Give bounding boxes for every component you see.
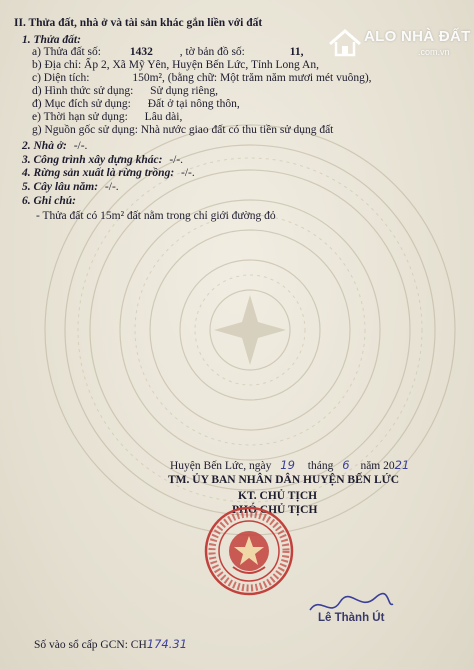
land-parcel-line xyxy=(32,46,304,58)
land-origin: g) Nguồn gốc sử dụng: Nhà nước giao đất có thu tiền sử dụng đất xyxy=(32,124,334,136)
red-official-seal xyxy=(203,505,295,597)
land-purpose-line xyxy=(32,98,240,110)
signer-name: Lê Thành Út xyxy=(318,612,385,624)
land-area-line xyxy=(32,72,372,84)
watermark-brand: ALO NHÀ ĐẤT xyxy=(364,28,471,45)
house-value: -/-. xyxy=(73,140,88,152)
date-line xyxy=(170,458,409,472)
date-day: 19 xyxy=(280,458,295,472)
construction-heading: 3. Công trình xây dựng khác: xyxy=(22,154,163,166)
term-value: Lâu dài, xyxy=(144,111,183,123)
parcel-number: 1432 xyxy=(129,46,153,58)
notes-heading: 6. Ghi chú: xyxy=(22,195,76,207)
watermark-domain: .com.vn xyxy=(418,47,450,57)
house-roof-icon xyxy=(328,28,362,58)
section-title: II. Thửa đất, nhà ở và tài sản khác gắn liền với đất xyxy=(14,17,263,29)
date-month-label: tháng xyxy=(307,460,334,472)
perennial-heading: 5. Cây lâu năm: xyxy=(22,181,99,193)
map-number: 11, xyxy=(289,46,304,58)
alonhadat-watermark xyxy=(326,20,471,80)
usage-form-label: d) Hình thức sử dụng: xyxy=(32,85,134,97)
land-usage-form-line xyxy=(32,85,218,97)
house-heading: 2. Nhà ở: xyxy=(22,140,67,152)
date-year-suffix: 21 xyxy=(394,458,410,472)
authority: TM. ỦY BAN NHÂN DÂN HUYỆN BẾN LỨC xyxy=(168,474,400,486)
purpose-label: đ) Mục đích sử dụng: xyxy=(32,98,131,110)
notes-item: - Thửa đất có 15m² đất nằm trong chỉ giới đường đỏ xyxy=(36,210,276,222)
construction-value: -/-. xyxy=(169,154,184,166)
perennial-value: -/-. xyxy=(104,181,119,193)
forest-heading: 4. Rừng sản xuất là rừng trồng: xyxy=(22,167,175,179)
registry-label: Số vào sổ cấp GCN: CH xyxy=(34,639,147,651)
land-address: b) Địa chỉ: Ấp 2, Xã Mỹ Yên, Huyện Bến Lức, Tỉnh Long An, xyxy=(32,59,319,71)
date-year-label: năm 20 xyxy=(360,460,395,472)
date-month: 6 xyxy=(342,458,350,472)
parcel-label: a) Thửa đất số: xyxy=(32,46,101,58)
land-term-line xyxy=(32,111,182,123)
forest-line xyxy=(22,167,195,179)
usage-form-value: Sử dụng riêng, xyxy=(150,85,219,97)
construction-line xyxy=(22,154,183,166)
purpose-value: Đất ở tại nông thôn, xyxy=(147,98,240,110)
term-label: e) Thời hạn sử dụng: xyxy=(32,111,128,123)
on-behalf: KT. CHỦ TỊCH xyxy=(238,490,318,502)
house-line xyxy=(22,140,87,152)
forest-value: -/-. xyxy=(181,167,195,179)
registry-number: 174.31 xyxy=(146,637,188,651)
registry-line xyxy=(34,637,187,651)
role: PHÓ CHỦ TỊCH xyxy=(232,504,318,516)
date-place: Huyện Bến Lức, ngày xyxy=(170,460,272,472)
area-value: 150m², (bằng chữ: Một trăm năm mươi mét vuông), xyxy=(132,72,372,84)
land-heading: 1. Thửa đất: xyxy=(22,34,81,46)
map-label: , tờ bản đồ số: xyxy=(179,46,245,58)
perennial-line xyxy=(22,181,119,193)
area-label: c) Diện tích: xyxy=(32,72,90,84)
